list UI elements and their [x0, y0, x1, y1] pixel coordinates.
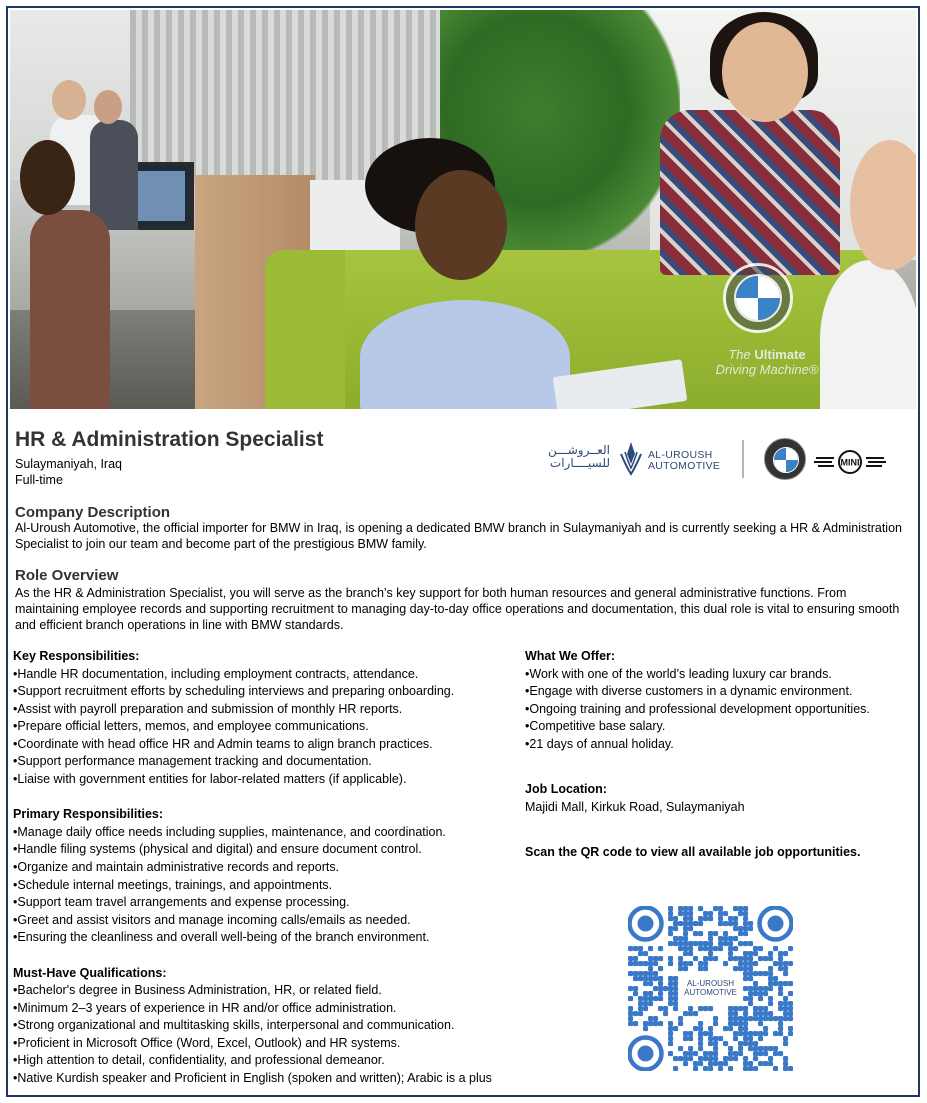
list-item: •Work with one of the world’s leading luxury car brands. [525, 666, 832, 681]
list-item: •Ongoing training and professional development opportunities. [525, 701, 870, 716]
list-item: •Handle HR documentation, including employment contracts, attendance. [13, 666, 419, 681]
list-item: •Bachelor's degree in Business Administration, HR, or related field. [13, 983, 382, 997]
job-location-heading: Job Location: [525, 782, 607, 797]
bmw-logo [764, 438, 806, 480]
al-uroush-emblem-icon [616, 440, 646, 476]
bmw-watermark-logo [723, 263, 793, 333]
role-overview-text: As the HR & Administration Specialist, you will serve as the branch’s key support for both human resources and general administrative functions. From maintaining employee records and supporting recruitment to managing day-to-day office operations and documentation, this dual role is vital to ensuring smooth and efficient branch operations in line with BMW standards. [15, 586, 900, 632]
job-location-text: Majidi Mall, Kirkuk Road, Sulaymaniyah [525, 799, 745, 814]
brand-logos [538, 436, 908, 484]
job-title: HR & Administration Specialist [15, 428, 324, 451]
list-item: •Coordinate with head office HR and Admin teams to align branch practices. [13, 736, 433, 751]
list-item: •Support team travel arrangements and expense processing. [13, 895, 350, 910]
list-item: •Competitive base salary. [525, 719, 666, 734]
key-responsibilities-heading: Key Responsibilities: [13, 649, 140, 663]
mini-logo [814, 450, 886, 474]
qr-center-logo-text: AL-UROUSH [686, 979, 735, 988]
list-item: •Support performance management tracking and documentation. [13, 754, 372, 769]
list-item: •21 days of annual holiday. [525, 736, 674, 751]
company-description-text: Al-Uroush Automotive, the official importer for BMW in Iraq, is opening a dedicated BMW branch in Sulaymaniyah and is currently seeking a HR & Administration Specialist to join our team and become part of the prestigious BMW family. [15, 521, 902, 551]
svg-text:MINI: MINI [840, 457, 860, 468]
list-item: •Minimum 2–3 years of experience in HR and/or office administration. [13, 1000, 397, 1015]
what-we-offer-heading: What We Offer: [525, 649, 616, 663]
list-item: •Prepare official letters, memos, and employee communications. [13, 719, 369, 734]
list-item: •Schedule internal meetings, trainings, and appointments. [13, 877, 333, 892]
primary-responsibilities-heading: Primary Responsibilities: [13, 807, 164, 822]
bmw-tagline: The Ultimate Driving Machine® [715, 347, 819, 377]
list-item: •Organize and maintain administrative records and reports. [13, 859, 340, 874]
al-uroush-logo: العــروشـــن للسيــــارات AL-UROUSH AUTOMOTIVE [538, 440, 718, 480]
job-posting [6, 6, 920, 1097]
list-item: •High attention to detail, confidentiality, and professional demeanor. [13, 1053, 385, 1068]
list-item: •Handle filing systems (physical and digital) and ensure document control. [13, 842, 422, 857]
logo-divider [742, 440, 744, 478]
hero-photo [10, 10, 916, 409]
qr-code[interactable] [628, 906, 793, 1071]
list-item: •Engage with diverse customers in a dynamic environment. [525, 684, 853, 699]
list-item: •Support recruitment efforts by scheduling interviews and preparing onboarding. [13, 684, 455, 699]
list-item: •Liaise with government entities for labor-related matters (if applicable). [13, 772, 407, 787]
list-item: •Proficient in Microsoft Office (Word, Excel, Outlook) and HR systems. [13, 1035, 401, 1050]
list-item: •Greet and assist visitors and manage incoming calls/emails as needed. [13, 912, 411, 927]
company-description-heading: Company Description [15, 504, 171, 521]
left-column [13, 648, 518, 1088]
qr-instruction: Scan the QR code to view all available job opportunities. [525, 844, 861, 859]
right-column [525, 648, 915, 861]
list-item: •Manage daily office needs including supplies, maintenance, and coordination. [13, 824, 446, 839]
must-have-qualifications-heading: Must-Have Qualifications: [13, 965, 167, 980]
list-item: •Native Kurdish speaker and Proficient in English (spoken and written); Arabic is a plus [13, 1070, 492, 1085]
list-item: •Strong organizational and multitasking skills, interpersonal and communication. [13, 1018, 455, 1033]
job-location: Sulaymaniyah, Iraq [15, 457, 123, 471]
list-item: •Ensuring the cleanliness and overall well-being of the branch environment. [13, 930, 430, 945]
role-overview-heading: Role Overview [15, 567, 119, 584]
qr-center-logo-text: AUTOMOTIVE [684, 988, 737, 997]
job-type: Full-time [15, 473, 63, 487]
list-item: •Assist with payroll preparation and submission of monthly HR reports. [13, 701, 403, 716]
